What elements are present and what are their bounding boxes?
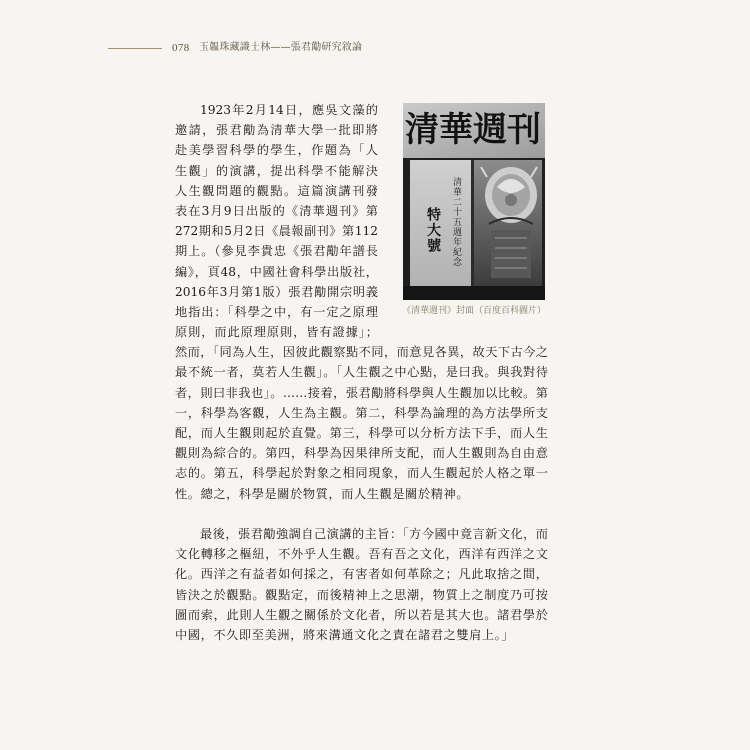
paragraph-1 — [175, 100, 548, 504]
text-line: 272期和5月2日《晨報副刊》第112 — [175, 224, 378, 239]
running-title: 玉韞珠藏識士林——張君勱研究敘論 — [199, 42, 363, 53]
text-line: 最不統一者，莫若人生觀」。「人生觀之中心點，是曰我。與我對待 — [175, 365, 548, 380]
text-line: 文化轉移之樞紐，不外乎人生觀。吾有吾之文化，西洋有西洋之文 — [175, 547, 548, 562]
cover-anniversary-text: 清華二十五週年紀念 — [451, 177, 461, 267]
text-line: 性。總之，科學是關於物質，而人生觀是關於精神。 — [175, 486, 470, 501]
header-rule — [108, 48, 162, 49]
text-line: 一，科學為客觀，人生為主觀。第二，科學為論理的為方法學所支 — [175, 405, 548, 420]
paragraph-1-beside-figure — [175, 100, 378, 342]
page-number: 078 — [172, 42, 190, 54]
text-line: 志的。第五，科學起於對象之相同現象，而人生觀起於人格之單一 — [175, 466, 548, 481]
body-text — [175, 100, 548, 645]
text-line: 皆決之於觀點。觀點定，而後精神上之思潮，物質上之制度乃可按 — [175, 587, 548, 602]
text-line: 編》，頁48，中國社會科學出版社， — [175, 264, 378, 279]
text-line: 生觀」的演講，提出科學不能解決 — [175, 163, 378, 178]
text-line: 者，則曰非我也」。……接着，張君勱將科學與人生觀加以比較。第 — [175, 385, 548, 400]
text-line: 配，而人生觀則起於直覺。第三，科學可以分析方法下手，而人生 — [175, 426, 548, 440]
figure-caption: 《清華週刊》封面（百度百科圖片） — [401, 306, 546, 316]
text-line: 邀請，張君勱為清華大學一批即將 — [175, 123, 378, 138]
text-line: 赴美學習科學的學生，作題為「人 — [175, 143, 378, 158]
text-line: 1923年2月14日，應吳文藻的 — [200, 103, 378, 117]
text-line: 2016年3月第1版）張君勱開宗明義 — [175, 284, 378, 299]
text-line: 然而，「同為人生，因彼此觀察點不同，而意見各異，故天下古今之 — [175, 345, 548, 360]
text-line: 表在3月9日出版的《清華週刊》第 — [175, 203, 378, 218]
text-line: 中國，不久即至美洲，將來溝通文化之責在諸君之雙肩上。」 — [175, 627, 515, 642]
paragraph-2 — [175, 524, 548, 645]
text-line: 地指出：「科學之中，有一定之原理 — [175, 304, 378, 319]
paragraph-1-full-width — [175, 342, 548, 504]
text-line: 原則，而此原理原則，皆有證據」； — [175, 325, 378, 340]
paragraph-spacer — [175, 504, 548, 524]
text-line: 最後，張君勱強調自己演講的主旨：「方今國中竟言新文化，而 — [200, 526, 548, 541]
text-line: 人生觀問題的觀點。這篇演講刊發 — [175, 183, 378, 198]
text-line: 期上。（參見李貴忠《張君勱年譜長 — [175, 244, 378, 259]
text-line: 化。西洋之有益者如何採之，有害者如何革除之；凡此取捨之間， — [175, 567, 548, 582]
cover-masthead: 清華週刊 — [405, 110, 541, 150]
text-line: 觀則為綜合的。第四，科學為因果律所支配，而人生觀則為自由意 — [175, 446, 548, 461]
cover-special-issue-text: 特大號 — [425, 207, 441, 254]
text-line: 圖而索，此則人生觀之關係於文化者，所以若是其大也。諸君學於 — [175, 607, 548, 622]
